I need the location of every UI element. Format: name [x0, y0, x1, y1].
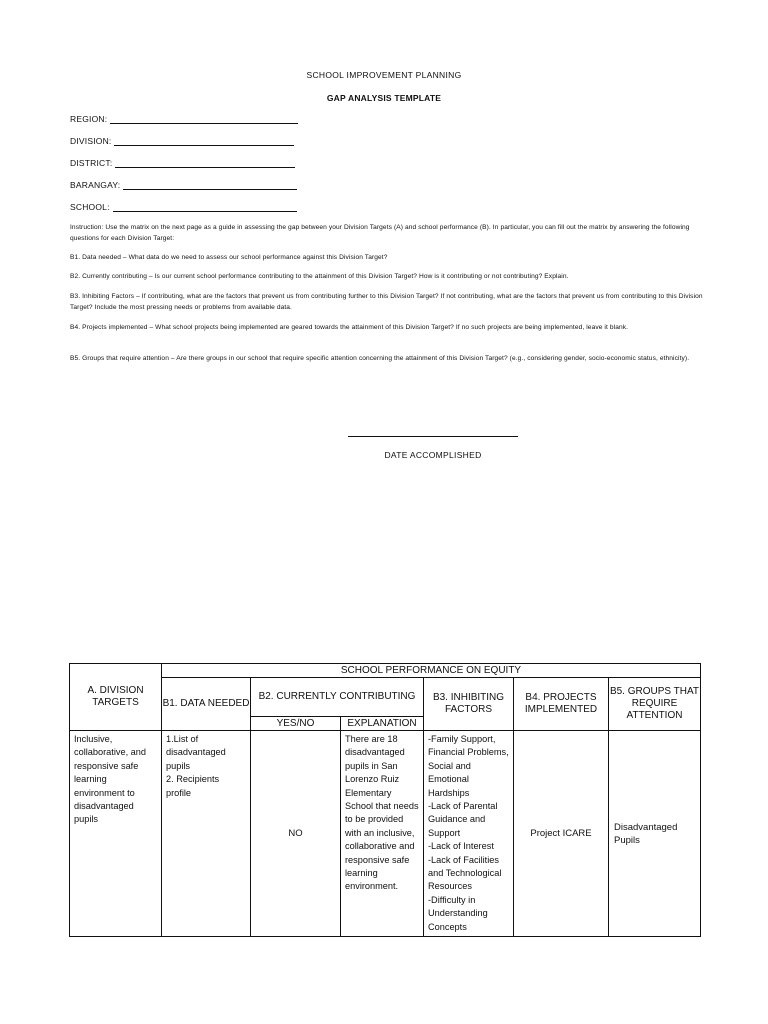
col-division-targets-header: A. DIVISION TARGETS	[70, 664, 162, 731]
cell-yes-no: NO	[251, 731, 341, 937]
instruction-b3: B3. Inhibiting Factors – If contributing, what are the factors that prevent us from contributing further to this Division Target? If not contributing, what are the factors that prevent us from contributing to this Division Target? Include the most pressing needs or problems from available data.	[70, 293, 703, 311]
col-projects-implemented-header: B4. PROJECTS IMPLEMENTED	[514, 678, 609, 731]
instruction-intro: Instruction: Use the matrix on the next page as a guide in assessing the gap between your Division Targets (A) and school performance (B). In particular, you can fill out the matrix by answering the following questions for each Division Target:	[70, 224, 690, 242]
instruction-b1: B1. Data needed – What data do we need to assess our school performance against this Division Target?	[70, 254, 388, 261]
district-blank[interactable]	[115, 158, 295, 168]
col-inhibiting-factors-header: B3. INHIBITING FACTORS	[424, 678, 514, 731]
table-row	[70, 731, 701, 937]
document-subtitle: GAP ANALYSIS TEMPLATE	[326, 93, 442, 103]
col-yes-no-header: YES/NO	[251, 717, 341, 731]
division-blank[interactable]	[114, 136, 294, 146]
division-label: DIVISION:	[70, 136, 112, 146]
district-label: DISTRICT:	[70, 158, 113, 168]
instruction-b4: B4. Projects implemented – What school projects being implemented are geared towards the attainment of this Division Target? If no such projects are being implemented, leave it blank.	[70, 324, 629, 331]
col-data-needed-header: B1. DATA NEEDED	[162, 678, 251, 731]
document-title: SCHOOL IMPROVEMENT PLANNING	[306, 70, 462, 80]
col-currently-contributing-header: B2. CURRENTLY CONTRIBUTING	[251, 678, 424, 717]
region-field	[70, 114, 298, 124]
division-field	[70, 136, 294, 146]
date-accomplished-label: DATE ACCOMPLISHED	[384, 450, 482, 460]
barangay-field	[70, 180, 297, 190]
cell-division-target: Inclusive, collaborative, and responsive safe learning environment to disadvantaged pupils	[70, 731, 162, 937]
region-label: REGION:	[70, 114, 108, 124]
barangay-label: BARANGAY:	[70, 180, 121, 190]
barangay-blank[interactable]	[123, 180, 297, 190]
cell-explanation: There are 18 disadvantaged pupils in San Lorenzo Ruiz Elementary School that needs to be provided with an inclusive, collaborative and responsive safe learning environment.	[341, 731, 424, 937]
district-field	[70, 158, 295, 168]
instruction-b2: B2. Currently contributing – Is our current school performance contributing to the attainment of this Division Target? How is it contributing or not contributing? Explain.	[70, 273, 569, 280]
col-groups-attention-header: B5. GROUPS THAT REQUIRE ATTENTION	[609, 678, 701, 731]
col-explanation-header: EXPLANATION	[341, 717, 424, 731]
school-field	[70, 202, 297, 212]
school-performance-header: SCHOOL PERFORMANCE ON EQUITY	[162, 664, 701, 678]
school-label: SCHOOL:	[70, 202, 110, 212]
cell-groups-attention: Disadvantaged Pupils	[609, 731, 701, 937]
region-blank[interactable]	[110, 114, 298, 124]
cell-projects-implemented: Project ICARE	[514, 731, 609, 937]
cell-data-needed: 1.List of disadvantaged pupils 2. Recipients profile	[162, 731, 251, 937]
school-blank[interactable]	[113, 202, 297, 212]
instruction-b5: B5. Groups that require attention – Are there groups in our school that require specific attention concerning the attainment of this Division Target? (e.g., considering gender, socio-economic status, ethnicity).	[70, 355, 690, 362]
cell-inhibiting-factors: -Family Support, Financial Problems, Social and Emotional Hardships -Lack of Parental Guidance and Support -Lack of Interest -Lack of Facilities and Technological Resources -Difficulty in Understanding Concepts	[424, 731, 514, 937]
gap-analysis-matrix	[69, 663, 701, 937]
date-signature-line[interactable]	[348, 436, 518, 437]
